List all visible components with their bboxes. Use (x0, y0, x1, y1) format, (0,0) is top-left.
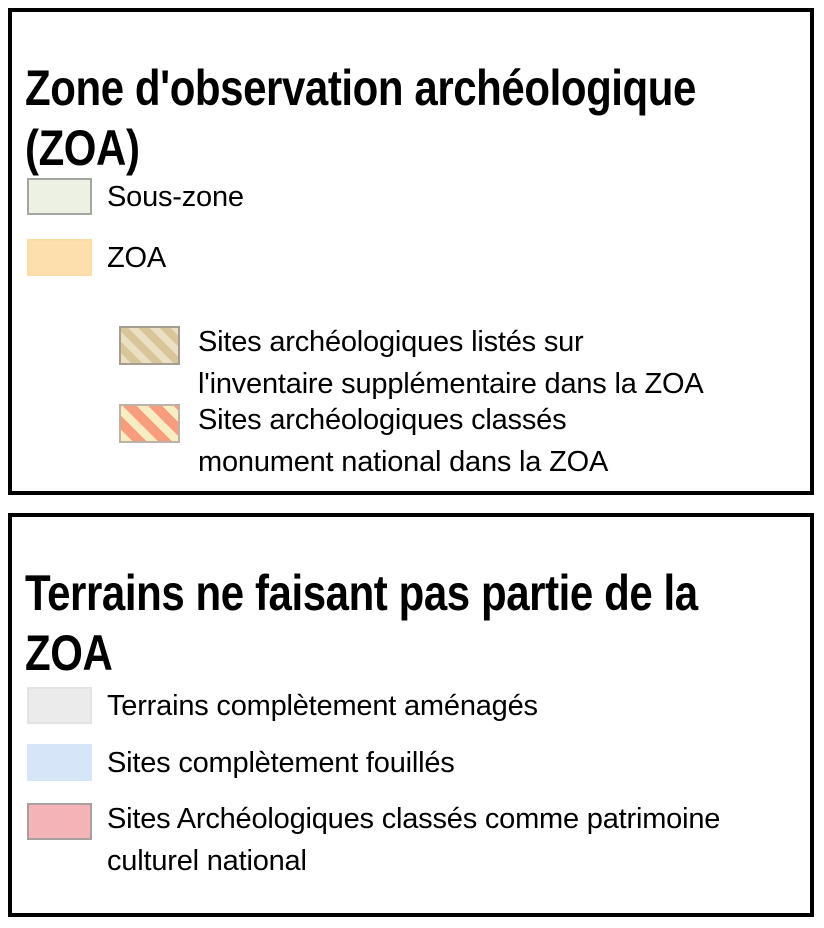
panel-hors-zoa-title (25, 563, 698, 683)
legend-label-text: ZOA (107, 242, 167, 274)
panel-hors-zoa (8, 513, 814, 917)
legend-label-text: Sous-zone (107, 181, 244, 213)
legend-swatch-sites-patrimoine (27, 803, 92, 840)
legend-label-text: monument national dans la ZOA (198, 446, 609, 478)
legend-label-sites-listes-inventaire (198, 321, 704, 405)
legend-label-text: l'inventaire supplémentaire dans la ZOA (198, 368, 704, 400)
legend-swatch-sites-classes-monument (119, 404, 180, 443)
legend-label-text: Sites Archéologiques classés comme patrimoine (107, 803, 721, 835)
panel-zoa-title-line1: Zone d'observation archéologique (25, 60, 696, 116)
legend-label-text: Sites archéologiques listés sur (198, 326, 584, 358)
legend-label-terrains-amenages (107, 685, 538, 727)
legend-label-sites-classes-monument (198, 399, 608, 483)
legend-swatch-sites-listes-inventaire (119, 326, 180, 365)
legend-swatch-zoa (27, 239, 92, 276)
legend-label-text: Sites archéologiques classés (198, 404, 567, 436)
panel-zoa-title (25, 58, 696, 178)
legend-swatch-sous-zone (27, 178, 92, 215)
panel-zoa-title-line2: (ZOA) (25, 120, 140, 176)
panel-hors-zoa-title-line2: ZOA (25, 625, 113, 681)
legend-swatch-sites-fouilles (27, 744, 92, 781)
panel-zoa (8, 8, 814, 495)
legend-label-text: Sites complètement fouillés (107, 747, 455, 779)
legend-swatch-terrains-amenages (27, 687, 92, 724)
legend-label-sites-fouilles (107, 742, 455, 784)
panel-hors-zoa-title-line1: Terrains ne faisant pas partie de la (25, 565, 698, 621)
legend-label-sites-patrimoine (107, 798, 720, 882)
legend-label-text: Terrains complètement aménagés (107, 690, 538, 722)
legend-label-sous-zone (107, 176, 244, 218)
legend-label-zoa (107, 237, 166, 279)
legend-label-text: culturel national (107, 845, 307, 877)
